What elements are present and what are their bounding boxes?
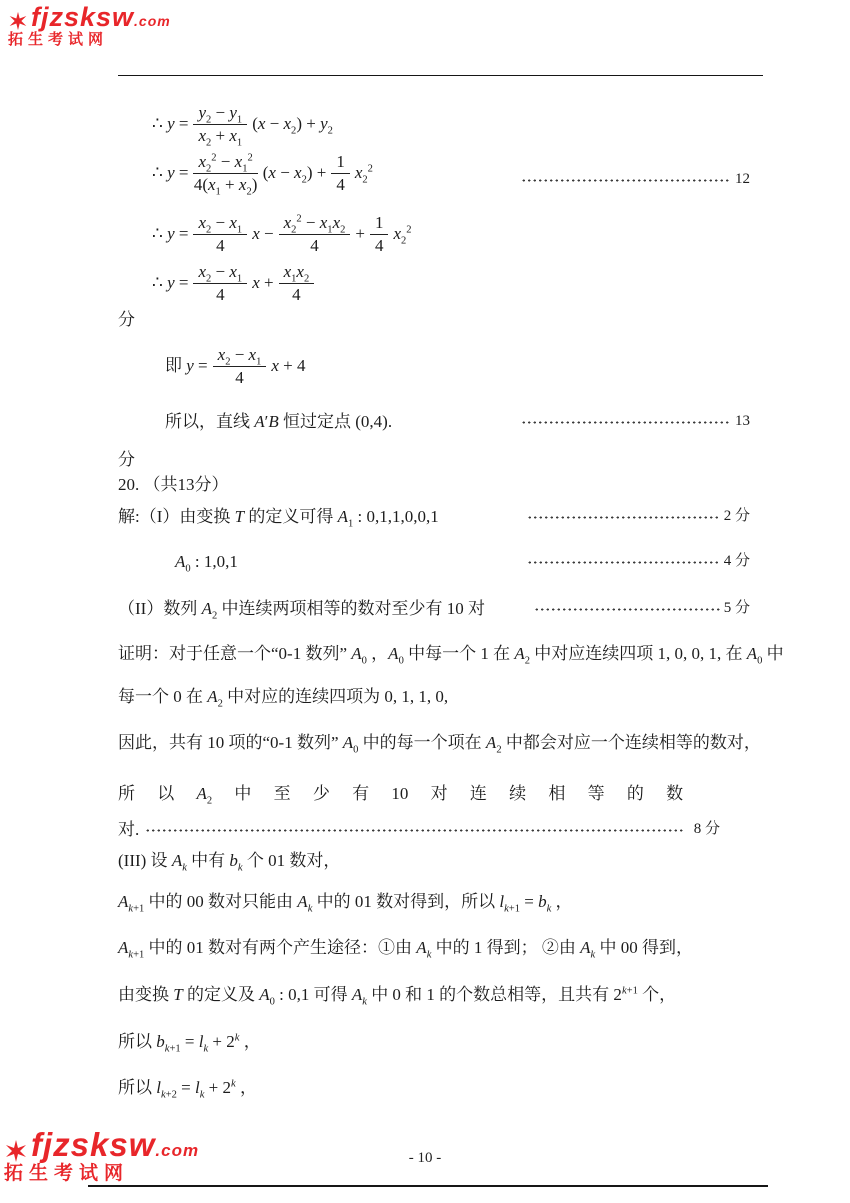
formula-mid: x +: [252, 272, 274, 292]
fraction: [279, 262, 315, 304]
text: 所以，直线 A′B 恒过定点 (0,4).: [165, 412, 393, 431]
line-proof-4-justified: [118, 782, 750, 807]
fraction-numerator: $x_2^2 - x_1x_2$: [279, 213, 351, 235]
dotted-leader: [145, 827, 683, 834]
text-line-fen-1: [118, 308, 750, 333]
formula-lead: ∴ y =: [152, 223, 189, 243]
fraction-denominator: 4: [310, 235, 319, 255]
formula-mid: x −: [252, 223, 274, 243]
fraction-numerator: 1: [370, 213, 389, 235]
formula-line-3: [118, 213, 750, 255]
line-part2-claim: [118, 597, 750, 622]
fraction: [213, 345, 267, 387]
logo-star-icon: [4, 1139, 28, 1163]
question-number: 20. （共13分）: [118, 475, 229, 494]
formula-lead: ∴ y =: [152, 113, 189, 133]
fraction-numerator: $x_2^2 - x_1^2$: [193, 152, 257, 174]
formula-line-5: [118, 345, 750, 387]
text: 因此，共有 10 项的“0-1 数列” $A_0$ 中的每一个项在 $A_2$ 中都会对应一个连续相等的数对，: [118, 733, 761, 756]
page-number: - 10 -: [408, 1150, 442, 1166]
formula-line-1: [118, 103, 750, 148]
fraction-numerator: $x_2 - x_1$: [193, 262, 247, 284]
text: 解:（I）由变换 T 的定义可得 $A_1$ : 0,1,1,0,0,1: [118, 507, 439, 530]
content-area: [118, 85, 784, 1130]
text-line-fen-2: [118, 448, 750, 473]
logo-tld: .com: [155, 1141, 200, 1160]
dotted-leader: [527, 514, 720, 521]
logo-row: [4, 1128, 199, 1163]
fraction: [279, 213, 351, 255]
text: $A_{k+1}$ 中的 01 数对有两个产生途径：①由 $A_k$ 中的 1 得到； ②由 $A_k$ 中 00 得到，: [118, 938, 693, 961]
fraction-denominator: 4: [292, 284, 301, 304]
fraction-denominator: $x_2 + x_1$: [198, 125, 243, 148]
line-solution-part1: [118, 505, 750, 530]
formula-mid: $(x - x_2)$ +: [262, 162, 327, 186]
logo-tld: .com: [134, 13, 171, 29]
fraction-numerator: 1: [331, 152, 350, 174]
formula-tail: $x_2^2$: [393, 223, 412, 247]
dotted-leader: [534, 606, 720, 613]
line-part3-setup: [118, 849, 750, 874]
text: 分: [118, 450, 135, 469]
logo-text: [31, 3, 171, 31]
line-part3-5: [118, 1076, 750, 1101]
dotted-leader: [521, 177, 731, 184]
formula-lead: 即 y =: [165, 355, 208, 375]
text: （II）数列 $A_2$ 中连续两项相等的数对至少有 10 对: [118, 599, 485, 622]
text: 对.: [118, 820, 140, 839]
formula-lead: ∴ y =: [152, 272, 189, 292]
line-part3-3: [118, 983, 750, 1008]
formula-tail: $(x - x_2) + y_2$: [252, 113, 333, 137]
text: $A_{k+1}$ 中的 00 数对只能由 $A_k$ 中的 01 数对得到，所以 $l_{k+1} = b_k$ ，: [118, 892, 573, 915]
score-mark-5: 5 分: [723, 600, 750, 617]
line-part3-1: [118, 890, 750, 915]
dotted-leader: [527, 559, 720, 566]
line-proof-3: [118, 731, 761, 756]
score-mark-2: 2 分: [723, 508, 750, 525]
text: 所以 $b_{k+1} = l_k + 2^k$ ，: [118, 1032, 261, 1055]
top-rule: [118, 75, 763, 76]
logo-name: fjzsksw: [31, 1126, 156, 1163]
formula-lead: ∴ y =: [152, 162, 189, 182]
fraction-denominator: $4(x_1 + x_2)$: [193, 174, 258, 197]
text: 所以 $l_{k+2} = l_k + 2^k$ ，: [118, 1078, 257, 1101]
score-mark-13: 13: [735, 413, 750, 430]
logo-star-icon: [8, 11, 28, 31]
dotted-leader: [521, 419, 731, 426]
fraction-numerator: $y_2 - y_1$: [193, 103, 247, 125]
text: 证明：对于任意一个“0-1 数列” $A_0$ ，$A_0$ 中每一个 1 在 $A_2$ 中对应连续四项 1, 0, 0, 1, 在 $A_0$ 中: [118, 644, 784, 667]
formula-line-2: [118, 152, 750, 197]
fraction-numerator: $x_2 - x_1$: [213, 345, 267, 367]
line-question-20: [118, 473, 750, 498]
fraction: [193, 262, 247, 304]
watermark-logo-top: [8, 3, 171, 48]
line-part3-4: [118, 1030, 750, 1055]
text: 由变换 T 的定义及 $A_0$ : 0,1 可得 $A_k$ 中 0 和 1 的个数总相等，且共有 $2^{k+1}$ 个，: [118, 985, 677, 1008]
fraction: [193, 103, 247, 148]
logo-subtitle: 拓生考试网: [4, 1162, 130, 1184]
fraction: [331, 152, 350, 194]
fraction-denominator: 4: [374, 235, 384, 255]
line-proof-5: [118, 818, 750, 843]
logo-text: [31, 1128, 199, 1163]
score-mark-4: 4 分: [723, 553, 750, 570]
logo-subtitle: 拓生考试网: [8, 31, 109, 49]
formula-mid: +: [355, 223, 365, 243]
text: 每一个 0 在 $A_2$ 中对应的连续四项为 0, 1, 1, 0,: [118, 687, 449, 710]
fraction: [193, 213, 247, 255]
text: (III) 设 $A_k$ 中有 $b_k$ 个 01 数对，: [118, 851, 341, 874]
formula-tail: x + 4: [271, 355, 306, 375]
bottom-rule: [88, 1185, 768, 1187]
score-mark-8: 8 分: [693, 821, 720, 838]
text: 分: [118, 310, 135, 329]
fraction-denominator: 4: [336, 174, 345, 194]
logo-name: fjzsksw: [31, 2, 135, 32]
line-sequence-a0: [118, 550, 750, 575]
line-proof-2: [118, 685, 750, 710]
fraction-numerator: $x_2 - x_1$: [193, 213, 247, 235]
line-proof-1: [118, 642, 784, 667]
text: $A_0$ : 1,0,1: [175, 552, 238, 575]
logo-row: [8, 3, 171, 31]
fraction: [370, 213, 389, 255]
formula-line-4: [118, 262, 750, 304]
line-conclusion-fixed-point: [118, 410, 750, 435]
watermark-logo-bottom: [4, 1128, 199, 1184]
line-part3-2: [118, 936, 750, 961]
text: 所 以 $A_2$ 中 至 少 有 10 对 连 续 相 等 的 数: [118, 784, 684, 807]
fraction-denominator: 4: [235, 367, 244, 387]
fraction-numerator: $x_1x_2$: [279, 262, 315, 284]
fraction-denominator: 4: [216, 235, 225, 255]
formula-tail: $x_2^2$: [354, 162, 373, 186]
fraction-denominator: 4: [216, 284, 225, 304]
score-mark-12: 12: [735, 171, 750, 188]
fraction: [193, 152, 258, 197]
